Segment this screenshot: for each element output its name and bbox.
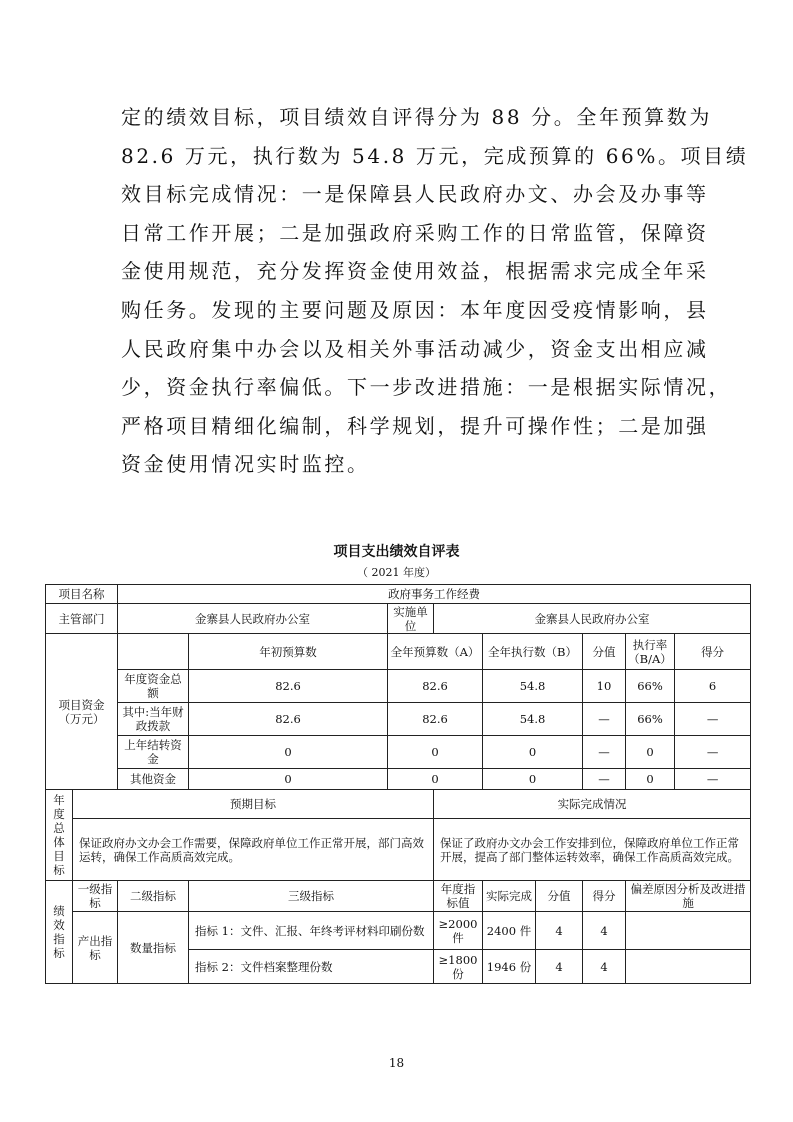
indicator-label: 绩效指标 [46, 881, 73, 984]
annual-goal-label: 年度总体目标 [46, 790, 73, 881]
funds-row-label: 年度资金总额 [118, 670, 189, 703]
funds-initial: 82.6 [189, 670, 388, 703]
funds-executed: 0 [483, 769, 583, 790]
header-reason: 偏差原因分析及改进措施 [626, 881, 751, 912]
funds-score-value: — [583, 703, 626, 736]
paragraph-line: 金使用规范，充分发挥资金使用效益，根据需求完成全年采 [121, 259, 709, 284]
funds-initial: 82.6 [189, 703, 388, 736]
indicator-score-value: 4 [536, 950, 583, 984]
funds-rate: 66% [626, 703, 675, 736]
header-target: 年度指标值 [434, 881, 483, 912]
page-number: 18 [388, 1056, 405, 1070]
funds-row-label: 其他资金 [118, 769, 189, 790]
impl-label: 实施单位 [388, 604, 434, 634]
header-score: 得分 [675, 634, 751, 670]
table-title: 项目支出绩效自评表 [333, 544, 460, 560]
dept-label: 主管部门 [46, 604, 118, 634]
indicator-score-value: 4 [536, 912, 583, 950]
impl-value: 金寨县人民政府办公室 [434, 604, 751, 634]
funds-label: 项目资金（万元） [46, 634, 118, 790]
project-name-value: 政府事务工作经费 [118, 585, 751, 604]
funds-score-value: 10 [583, 670, 626, 703]
paragraph-line: 少，资金执行率偏低。下一步改进措施：一是根据实际情况， [121, 375, 732, 400]
funds-score-value: — [583, 736, 626, 769]
indicator-actual: 2400 件 [483, 912, 536, 950]
header-initial-budget: 年初预算数 [189, 634, 388, 670]
paragraph-line: 82.6 万元，执行数为 54.8 万元，完成预算的 66%。项目绩 [121, 143, 749, 168]
header-ind-score-value: 分值 [536, 881, 583, 912]
indicator-actual: 1946 份 [483, 950, 536, 984]
header-level1: 一级指标 [73, 881, 118, 912]
funds-row-label: 上年结转资金 [118, 736, 189, 769]
funds-score: 6 [675, 670, 751, 703]
paragraph-line: 效目标完成情况：一是保障县人民政府办文、办会及办事等 [121, 182, 709, 207]
funds-executed: 0 [483, 736, 583, 769]
indicator-name: 指标 2：文件档案整理份数 [189, 950, 434, 984]
funds-executed: 54.8 [483, 703, 583, 736]
funds-score: — [675, 769, 751, 790]
paragraph-line: 资金使用情况实时监控。 [121, 452, 370, 477]
body-paragraph [121, 98, 749, 484]
project-name-label: 项目名称 [46, 585, 118, 604]
funds-row-label: 其中:当年财政拨款 [118, 703, 189, 736]
level2-value: 数量指标 [118, 912, 189, 984]
level1-value: 产出指标 [73, 912, 118, 984]
actual-result-header: 实际完成情况 [434, 790, 751, 819]
header-exec-rate: 执行率（B/A） [626, 634, 675, 670]
expected-goal-text: 保证政府办文办会工作需要，保障政府单位工作正常开展，部门高效运转，确保工作高质高效完成。 [73, 819, 434, 881]
indicator-reason [626, 912, 751, 950]
table-subtitle: （ 2021 年度） [357, 566, 436, 579]
funds-initial: 0 [189, 769, 388, 790]
header-level3: 三级指标 [189, 881, 434, 912]
funds-annual: 0 [388, 769, 483, 790]
funds-rate: 66% [626, 670, 675, 703]
paragraph-line: 人民政府集中办会以及相关外事活动减少，资金支出相应减 [121, 336, 709, 361]
funds-executed: 54.8 [483, 670, 583, 703]
indicator-name: 指标 1：文件、汇报、年终考评材料印刷份数 [189, 912, 434, 950]
paragraph-line: 日常工作开展；二是加强政府采购工作的日常监管，保障资 [121, 220, 709, 245]
header-level2: 二级指标 [118, 881, 189, 912]
indicator-target: ≥2000件 [434, 912, 483, 950]
indicator-target: ≥1800份 [434, 950, 483, 984]
funds-annual: 82.6 [388, 670, 483, 703]
header-actual: 实际完成 [483, 881, 536, 912]
performance-table [45, 584, 751, 984]
paragraph-line: 购任务。发现的主要问题及原因：本年度因受疫情影响，县 [121, 297, 709, 322]
funds-score-value: — [583, 769, 626, 790]
actual-result-text: 保证了政府办文办会工作安排到位，保障政府单位工作正常开展，提高了部门整体运转效率，确保工作高质高效完成。 [434, 819, 751, 881]
funds-annual: 0 [388, 736, 483, 769]
funds-annual: 82.6 [388, 703, 483, 736]
indicator-score: 4 [583, 950, 626, 984]
funds-initial: 0 [189, 736, 388, 769]
paragraph-line: 严格项目精细化编制，科学规划，提升可操作性；二是加强 [121, 413, 709, 438]
indicator-reason [626, 950, 751, 984]
funds-rate: 0 [626, 769, 675, 790]
dept-value: 金寨县人民政府办公室 [118, 604, 388, 634]
indicator-score: 4 [583, 912, 626, 950]
header-score-value: 分值 [583, 634, 626, 670]
header-executed: 全年执行数（B） [483, 634, 583, 670]
header-ind-score: 得分 [583, 881, 626, 912]
header-annual-budget: 全年预算数（A） [388, 634, 483, 670]
funds-rate: 0 [626, 736, 675, 769]
funds-score: — [675, 703, 751, 736]
expected-goal-header: 预期目标 [73, 790, 434, 819]
paragraph-line: 定的绩效目标，项目绩效自评得分为 88 分。全年预算数为 [121, 105, 712, 129]
funds-score: — [675, 736, 751, 769]
